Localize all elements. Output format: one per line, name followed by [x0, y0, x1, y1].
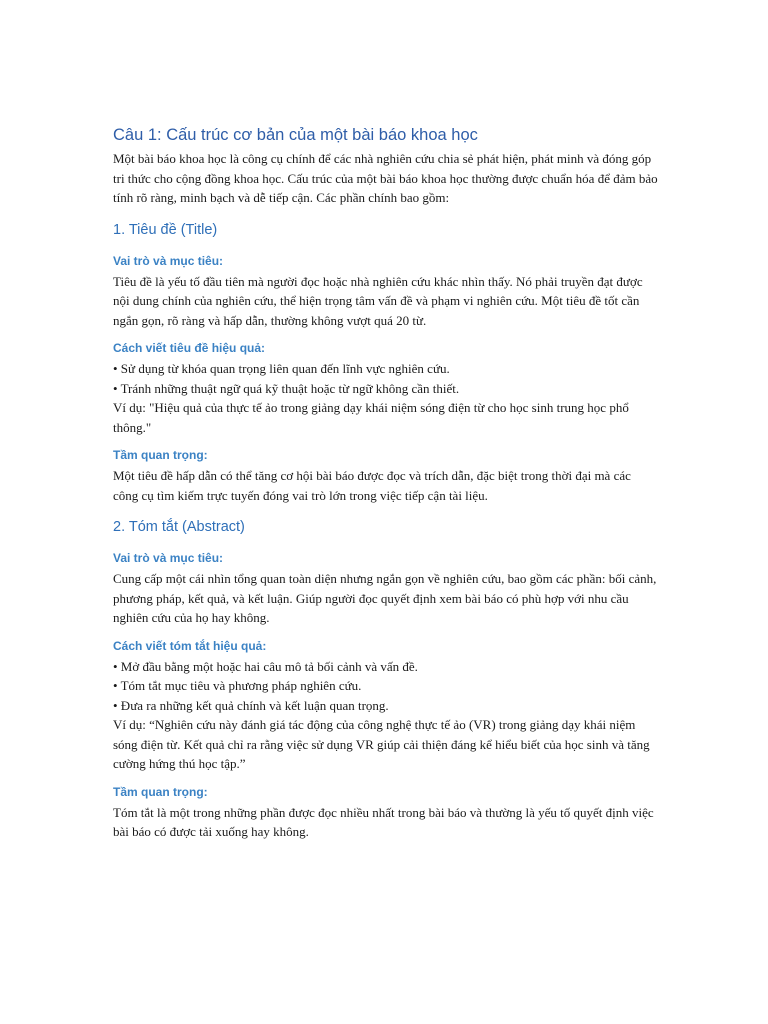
- bullet-item: • Tránh những thuật ngữ quá kỹ thuật hoặc từ ngữ không cần thiết.: [113, 380, 460, 396]
- role-heading: Vai trò và mục tiêu:: [113, 551, 224, 565]
- example-text: Ví dụ: "Hiệu quả của thực tế ảo trong giảng dạy khái niệm sóng điện từ cho học sinh trung học phổ thông.": [113, 400, 629, 435]
- importance-text: Tóm tắt là một trong những phần được đọc nhiều nhất trong bài báo và thường là yếu tố quyết định việc bài báo có được tải xuống hay không.: [113, 804, 654, 839]
- bullet-item: • Đưa ra những kết quả chính và kết luận quan trọng.: [113, 697, 389, 713]
- document-content: [113, 124, 658, 842]
- section-heading: 2. Tóm tắt (Abstract): [113, 519, 245, 535]
- bullet-item: • Mở đầu bằng một hoặc hai câu mô tả bối cảnh và vấn đề.: [113, 658, 418, 674]
- bullet-item: • Sử dụng từ khóa quan trọng liên quan đến lĩnh vực nghiên cứu.: [113, 361, 450, 376]
- document-title: Câu 1: Cấu trúc cơ bản của một bài báo khoa học: [113, 126, 478, 144]
- role-text: Cung cấp một cái nhìn tổng quan toàn diện nhưng ngắn gọn về nghiên cứu, bao gồm các phần: bối cảnh, phương pháp, kết quả, và kết luận. Giúp người đọc quyết định xem bài báo có phù hợp với nhu cầu nghiên cứu của họ hay không.: [113, 571, 657, 625]
- role-heading: Vai trò và mục tiêu:: [113, 253, 224, 268]
- how-heading: Cách viết tiêu đề hiệu quả:: [113, 341, 266, 355]
- section-abstract: [113, 517, 658, 842]
- intro-paragraph: Một bài báo khoa học là công cụ chính để các nhà nghiên cứu chia sẻ phát hiện, phát minh và đóng góp tri thức cho cộng đồng khoa học. Cấu trúc của một bài báo khoa học thường được chuẩn hóa để đảm bảo tính rõ ràng, minh bạch và dễ tiếp cận. Các phần chính bao gồm:: [113, 151, 658, 205]
- importance-heading: Tầm quan trọng:: [113, 448, 208, 462]
- importance-text: Một tiêu đề hấp dẫn có thể tăng cơ hội bài báo được đọc và trích dẫn, đặc biệt trong thời đại mà các công cụ tìm kiếm trực tuyến đóng vai trò lớn trong việc tiếp cận tài liệu.: [113, 468, 631, 503]
- importance-heading: Tầm quan trọng:: [113, 784, 208, 799]
- how-heading: Cách viết tóm tắt hiệu quả:: [113, 638, 267, 653]
- example-text: Ví dụ: “Nghiên cứu này đánh giá tác động của công nghệ thực tế ảo (VR) trong giảng dạy khái niệm sóng điện từ. Kết quả chỉ ra rằng việc sử dụng VR giúp cải thiện đáng kể hiểu biết của học sinh và tăng cường hứng thú học tập.”: [113, 717, 650, 771]
- bullet-item: • Tóm tắt mục tiêu và phương pháp nghiên cứu.: [113, 678, 362, 693]
- section-heading: 1. Tiêu đề (Title): [113, 221, 218, 238]
- role-text: Tiêu đề là yếu tố đầu tiên mà người đọc hoặc nhà nghiên cứu khác nhìn thấy. Nó phải truyền đạt được nội dung chính của nghiên cứu, thể hiện trọng tâm vấn đề và phạm vi nghiên cứu. Một tiêu đề tốt cần ngắn gọn, rõ ràng và hấp dẫn, thường không vượt quá 20 từ.: [113, 273, 643, 328]
- section-title: [113, 220, 658, 506]
